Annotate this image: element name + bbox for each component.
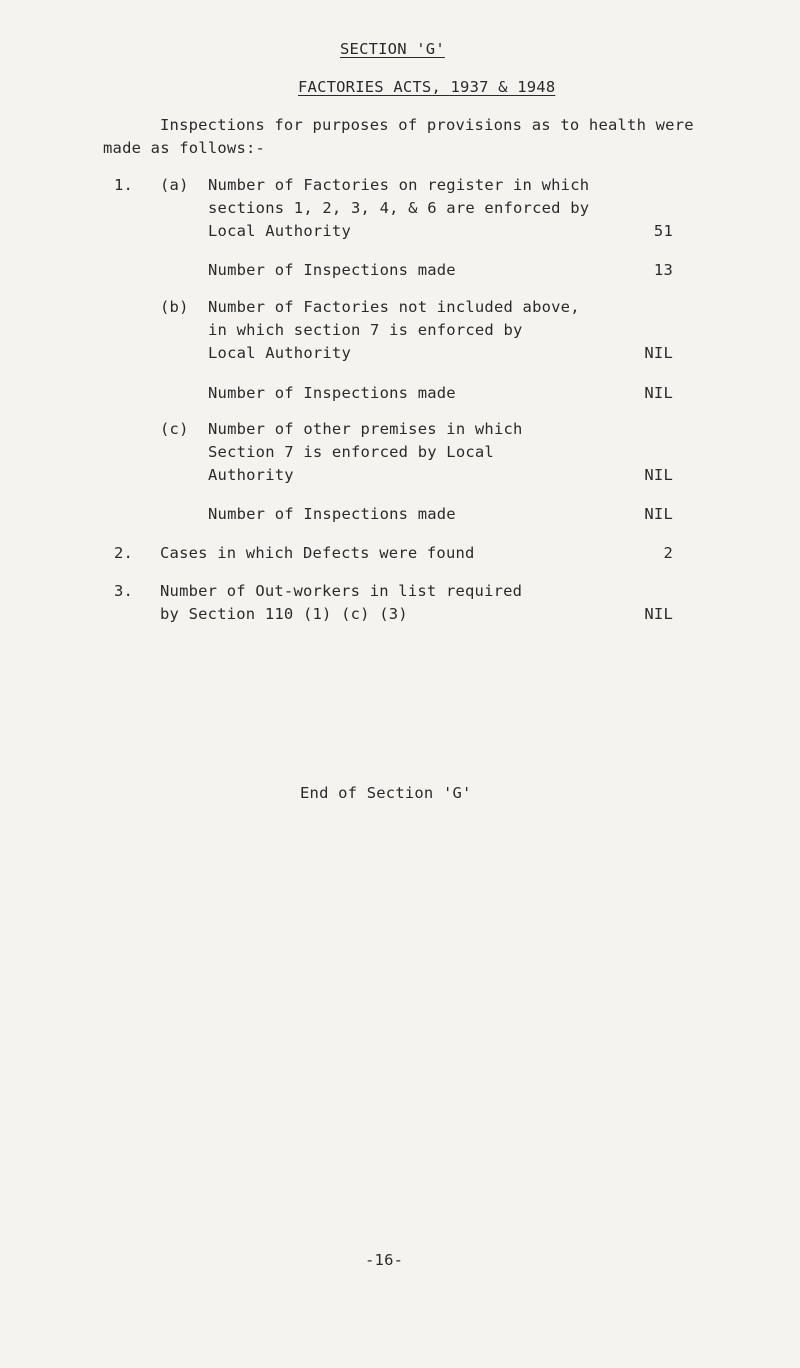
item-2-label: Cases in which Defects were found (160, 544, 475, 562)
page-number: -16- (365, 1251, 404, 1269)
item-1a-value: 51 (653, 222, 673, 240)
section-title: SECTION 'G' (340, 40, 445, 58)
item-number-2: 2. (114, 544, 134, 562)
item-1a-line-2: sections 1, 2, 3, 4, & 6 are enforced by (208, 199, 590, 217)
item-1a-inspections-value: 13 (653, 261, 673, 279)
intro-line-2: made as follows:- (103, 139, 266, 157)
item-1a-marker: (a) (160, 176, 189, 194)
item-1c-line-3: Authority (208, 466, 294, 484)
item-1c-value: NIL (644, 466, 673, 484)
item-3-value: NIL (644, 605, 673, 623)
intro-line-1: Inspections for purposes of provisions as to health were (160, 116, 694, 134)
item-1b-marker: (b) (160, 298, 189, 316)
item-1b-inspections-label: Number of Inspections made (208, 384, 456, 402)
item-1c-line-1: Number of other premises in which (208, 420, 523, 438)
item-1b-line-2: in which section 7 is enforced by (208, 321, 523, 339)
item-1a-inspections-label: Number of Inspections made (208, 261, 456, 279)
item-1c-inspections-label: Number of Inspections made (208, 505, 456, 523)
acts-subtitle: FACTORIES ACTS, 1937 & 1948 (298, 78, 556, 96)
item-number-3: 3. (114, 582, 134, 600)
item-1b-line-3: Local Authority (208, 344, 351, 362)
item-1a-line-1: Number of Factories on register in which (208, 176, 590, 194)
item-1b-line-1: Number of Factories not included above, (208, 298, 580, 316)
item-2-value: 2 (663, 544, 673, 562)
item-1b-value: NIL (644, 344, 673, 362)
item-1c-marker: (c) (160, 420, 189, 438)
item-1b-inspections-value: NIL (644, 384, 673, 402)
end-of-section: End of Section 'G' (300, 784, 472, 802)
item-1c-line-2: Section 7 is enforced by Local (208, 443, 494, 461)
item-1a-line-3: Local Authority (208, 222, 351, 240)
item-number-1: 1. (114, 176, 134, 194)
item-3-line-2: by Section 110 (1) (c) (3) (160, 605, 408, 623)
item-3-line-1: Number of Out-workers in list required (160, 582, 523, 600)
item-1c-inspections-value: NIL (644, 505, 673, 523)
